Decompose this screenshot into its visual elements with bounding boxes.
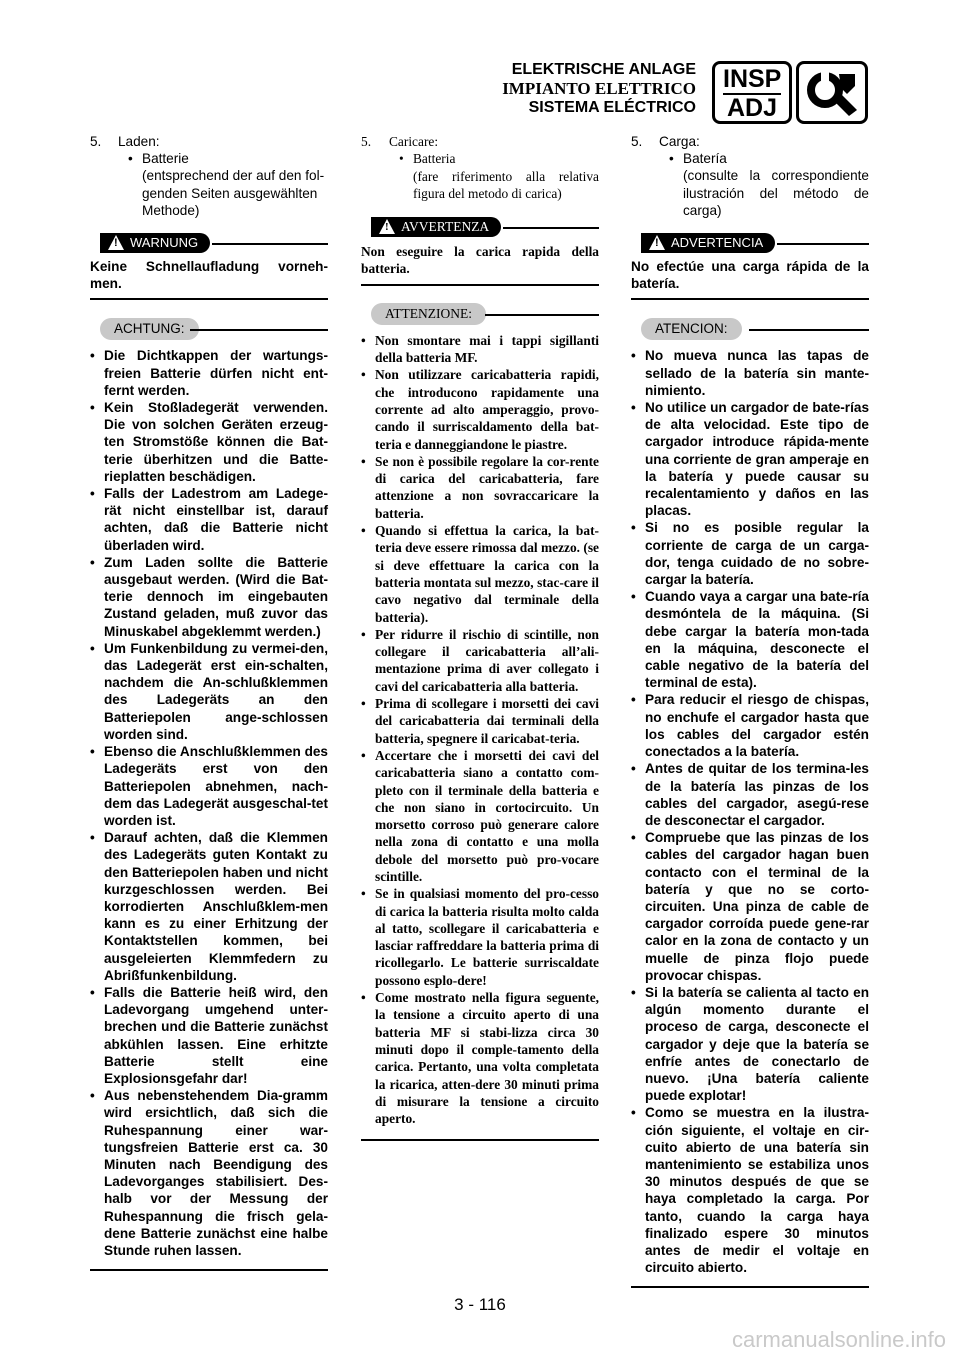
warning-header — [361, 215, 599, 239]
list-item: • No utilice un cargador de bate-rías de alta velocidad. Este tipo de cargador introduce rápida-mente una corriente de gran amperaje en la batería y puede causar su recalentamiento y daños en las placas. — [631, 399, 869, 519]
caution-header — [361, 302, 599, 326]
wrench-magnifier-icon — [796, 61, 868, 124]
page-number: 3 - 116 — [454, 1295, 506, 1314]
list-item: • Darauf achten, daß die Klemmen des Ladegeräts guten Kontakt zu den Batteriepolen haben und nicht kurzgeschlossen werden. Bei korrodierten Anschlußklem-men kann es zu einer Erhitzung der Kontaktstellen kommen, bei ausgeleierten Klemmfedern zu Abrißfunkenbildung. — [90, 829, 328, 984]
divider — [749, 329, 869, 331]
caution-badge: ACHTUNG: — [100, 318, 199, 340]
list-item: • Kein Stoßladegerät verwenden. Die von solchen Geräten erzeug-ten Stromstöße können die Bat-terie überhitzen und die Batte-rieplatten beschädigen. — [90, 399, 328, 485]
caution-list — [631, 347, 869, 1276]
column-italian — [361, 133, 599, 1141]
divider — [631, 1286, 869, 1288]
divider — [503, 227, 599, 229]
divider — [212, 243, 328, 245]
step-title: Caricare: — [389, 134, 439, 149]
caution-header — [631, 317, 869, 341]
caution-badge: ATENCION: — [641, 318, 742, 340]
warning-icon — [108, 235, 124, 250]
warning-label: AVVERTENZA — [401, 219, 490, 235]
warning-text: No efectúe una carga rápida de la batería. — [631, 259, 869, 292]
warning-text: Non eseguire la carica rapida della batteria. — [361, 244, 599, 277]
warning-badge — [371, 217, 501, 237]
step-title: Carga: — [659, 134, 700, 149]
step-number: 5. — [631, 134, 643, 149]
bullet-label: Batteria — [413, 151, 456, 167]
step-item — [361, 133, 599, 202]
header-title-it: IMPIANTO ELETTRICO — [502, 79, 696, 98]
list-item: • Cuando vaya a cargar una bate-ría desmóntela de la máquina. (Si debe cargar la batería mon-tada en la máquina, desconecte el cable negativo de la batería del terminal de esta). — [631, 588, 869, 691]
header-title-es: SISTEMA ELÉCTRICO — [528, 99, 696, 116]
caution-list — [90, 347, 328, 1259]
divider — [90, 298, 328, 300]
warning-label: WARNUNG — [130, 235, 199, 251]
warning-badge — [641, 233, 775, 253]
column-spanish — [631, 133, 869, 1288]
list-item: • Antes de quitar de los termina-les de la batería las pinzas de los cables del cargador, asegú-rese de desconectar el cargador. — [631, 760, 869, 829]
section-header-titles — [502, 60, 696, 117]
list-item: • No mueva nunca las tapas de sellado de la batería sin mante-nimiento. — [631, 347, 869, 399]
list-item: • Si la batería se calienta al tacto en algún momento durante el proceso de carga, desconecte el cargador y deje que la batería se enfríe antes de conectarlo de nuevo. ¡Una batería caliente puede explotar! — [631, 984, 869, 1104]
list-item: • Non smontare mai i tappi sigillanti della batteria MF. — [361, 332, 599, 367]
bullet-label: Batterie — [142, 151, 189, 167]
bullet-label: Batería — [683, 151, 727, 167]
list-item: • Non utilizzare caricabatteria rapidi, che introducono rapidamente una corrente ad alto amperaggio, provo-cando il surriscaldamento della bat-teria e danneggiandone le piastre. — [361, 366, 599, 452]
warning-label: ADVERTENCIA — [671, 235, 764, 251]
caution-badge: ATTENZIONE: — [371, 303, 486, 325]
divider — [777, 243, 869, 245]
list-item: • Compruebe que las pinzas de los cables del cargador hagan buen contacto con el terminal de la batería y que no se corto-circuiten. Una pinza de cable de cargador corroída puede gene-rar calor en la zona de contacto y un muelle de pinza flojo puede provocar chispas. — [631, 829, 869, 984]
list-item: • Si no es posible regular la corriente de carga de un carga-dor, tenga cuidado de no sobre-cargar la batería. — [631, 519, 869, 588]
list-item: • Accertare che i morsetti dei cavi del caricabatteria siano a contatto com-pleto con il terminale della batteria e che non siano in cortocircuito. Un morsetto corroso può generare calore nella zona di contatto e una molla debole del morsetto può pro-vocare scintille. — [361, 747, 599, 885]
step-title: Laden: — [118, 134, 160, 149]
divider — [485, 314, 599, 316]
step-item — [90, 133, 328, 219]
column-german — [90, 133, 328, 1271]
list-item: • Falls der Ladestrom am Ladege-rät nicht einstellbar ist, darauf achten, daß die Batterie nicht überladen wird. — [90, 485, 328, 554]
step-number: 5. — [361, 134, 372, 149]
step-bullet — [669, 150, 869, 219]
divider — [361, 284, 599, 286]
step-bullet — [128, 150, 328, 219]
list-item: • Se in qualsiasi momento del pro-cesso di carica la batteria risulta molto calda al tatto, scollegare il caricabatteria e lasciar raffreddare la batteria prima di ricollegarlo. Le batterie surriscaldate possono esplo-dere! — [361, 885, 599, 989]
step-number: 5. — [90, 134, 102, 149]
insp-adj-badge — [712, 61, 792, 124]
list-item: • Prima di scollegare i morsetti dei cavi del caricabatteria dai terminali della batteria, spegnere il caricabat-teria. — [361, 695, 599, 747]
list-item: • Per ridurre il rischio di scintille, non collegare il caricabatteria all’ali-mentazione prima di aver collegato i cavi del caricabatteria alla batteria. — [361, 626, 599, 695]
list-item: • Um Funkenbildung zu vermei-den, das Ladegerät erst ein-schalten, nachdem die An-schlußklemmen des Ladegeräts an den Batteriepolen ange-schlossen worden sind. — [90, 640, 328, 743]
warning-icon — [379, 219, 395, 234]
list-item: • Come mostrato nella figura seguente, la tensione a circuito aperto di una batteria MF si stabi-lizza circa 30 minuti dopo il comple-tamento della carica. Pertanto, una volta completata la ricarica, atten-dere 30 minuti prima di misurare la tensione a circuito aperto. — [361, 989, 599, 1127]
step-item — [631, 133, 869, 219]
watermark: carmanualsonline.info — [731, 1327, 946, 1352]
divider — [90, 1269, 328, 1271]
badge-insp: INSP — [723, 65, 782, 93]
badge-adj: ADJ — [726, 94, 777, 122]
list-item: • Quando si effettua la carica, la bat-teria deve essere rimossa dal mezzo. (se si deve effettuare la carica con la batteria montata sul mezzo, stac-care il cavo negativo dal terminale della batteria). — [361, 522, 599, 626]
bullet-note: (entsprechend der auf den fol-genden Seiten ausgewählten Methode) — [142, 168, 325, 218]
warning-badge — [100, 233, 210, 253]
list-item: • Falls die Batterie heiß wird, den Ladevorgang umgehend unter-brechen und die Batterie zunächst abkühlen lassen. Eine erhitzte Batterie stellt eine Explosionsgefahr dar! — [90, 984, 328, 1087]
list-item: • Para reducir el riesgo de chispas, no enchufe el cargador hasta que los cables del cargador estén conectados a la batería. — [631, 691, 869, 760]
divider — [361, 1139, 599, 1141]
bullet-note: (fare riferimento alla relativa figura del metodo di carica) — [413, 168, 599, 201]
warning-header — [90, 231, 328, 255]
list-item: • Se non è possibile regolare la cor-rente di carica del caricabatteria, fare attenzione a non sovraccaricare la batteria. — [361, 453, 599, 522]
warning-text: Keine Schnellaufladung vorneh-men. — [90, 259, 328, 292]
list-item: • Como se muestra en la ilustra-ción siguiente, el voltaje en cir-cuito abierto de una batería sin mantenimiento se estabiliza unos 30 minutos después de que se haya completado la carga. Por tanto, cuando la carga haya finalizado espere 30 minutos antes de medir el voltaje en circuito abierto. — [631, 1104, 869, 1276]
divider — [190, 329, 328, 331]
list-item: • Die Dichtkappen der wartungs-freien Batterie dürfen nicht ent-fernt werden. — [90, 347, 328, 399]
list-item: • Zum Laden sollte die Batterie ausgebaut werden. (Wird die Bat-terie dennoch im eingebauten Zustand geladen, muß zuvor das Minuskabel abgeklemmt werden.) — [90, 554, 328, 640]
bullet-note: (consulte la correspondiente ilustración del método de carga) — [683, 168, 869, 218]
list-item: • Aus nebenstehendem Dia-gramm wird ersichtlich, daß sich die Ruhespannung einer war-tungsfreien Batterie erst ca. 30 Minuten nach Beendigung des Ladevorganges stabilisiert. Des-halb vor der Messung der Ruhespannung die frisch gela-dene Batterie zunächst eine halbe Stunde ruhen lassen. — [90, 1087, 328, 1259]
list-item: • Ebenso die Anschlußklemmen des Ladegeräts erst von den Batteriepolen abnehmen, nach-dem das Ladegerät ausgeschal-tet worden ist. — [90, 743, 328, 829]
caution-header — [90, 317, 328, 341]
caution-list — [361, 332, 599, 1128]
step-bullet — [399, 150, 599, 202]
divider — [631, 298, 869, 300]
header-title-de: ELEKTRISCHE ANLAGE — [511, 61, 696, 78]
warning-icon — [649, 235, 665, 250]
warning-header — [631, 231, 869, 255]
